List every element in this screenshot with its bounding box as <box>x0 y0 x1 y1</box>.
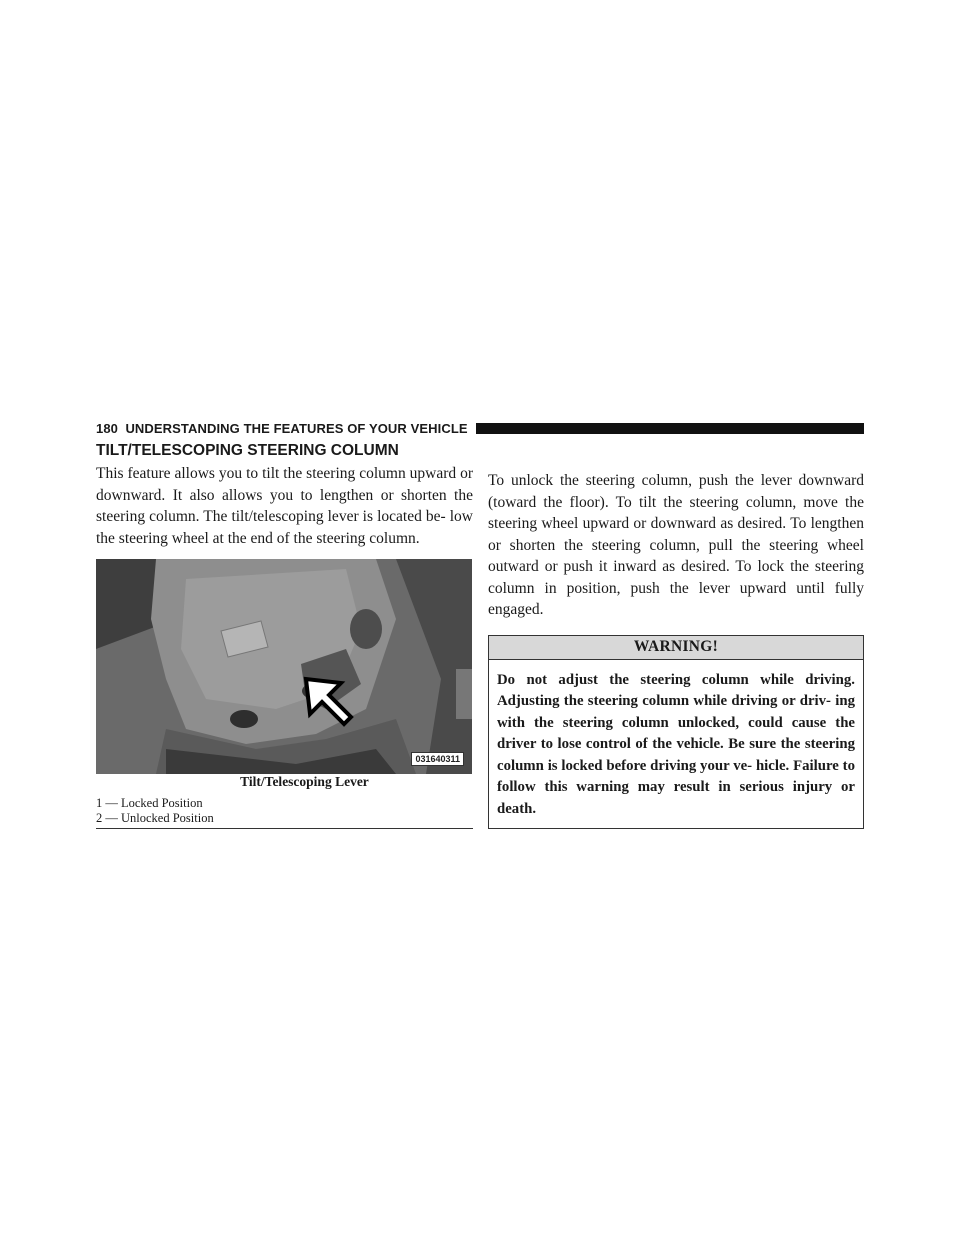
warning-heading: WARNING! <box>489 636 863 660</box>
intro-paragraph: This feature allows you to tilt the steering column upward or downward. It also allows you to lengthen or shorten the steering column. The tilt/telescoping lever is located be- low the steering wheel at the end of the steering column. <box>96 465 473 547</box>
steering-column-photo <box>96 559 472 774</box>
photo-illustration <box>96 559 472 774</box>
right-column <box>488 470 864 829</box>
section-name: UNDERSTANDING THE FEATURES OF YOUR VEHICLE <box>125 420 468 436</box>
page-number: 180 <box>96 420 118 436</box>
section-title: TILT/TELESCOPING STEERING COLUMN <box>96 442 399 459</box>
header-text <box>96 421 476 436</box>
instructions-paragraph: To unlock the steering column, push the lever downward (toward the floor). To tilt the steering column, move the steering wheel upward or downward as desired. To lengthen or shorten the steering column, pull the steering wheel outward or push it inward as desired. To lock the steering column in position, push the lever upward until fully engaged. <box>488 472 864 618</box>
figure-caption: Tilt/Telescoping Lever <box>240 774 369 789</box>
legend-rule <box>96 828 473 829</box>
legend-item-1: 1 — Locked Position <box>96 796 203 810</box>
legend-item-2: 2 — Unlocked Position <box>96 811 214 825</box>
page-header <box>96 418 864 438</box>
warning-box <box>488 635 864 830</box>
warning-text: Do not adjust the steering column while driving. Adjusting the steering column while driving or driv- ing with the steering column unlocked, could cause the driver to lose control of the vehicle. Be sure the steering column is locked before driving your ve- hicle. Failure to follow this warning may result in serious injury or death. <box>497 671 855 817</box>
header-bar <box>476 423 864 434</box>
left-column <box>96 442 473 829</box>
figure-code: 031640311 <box>411 752 464 766</box>
